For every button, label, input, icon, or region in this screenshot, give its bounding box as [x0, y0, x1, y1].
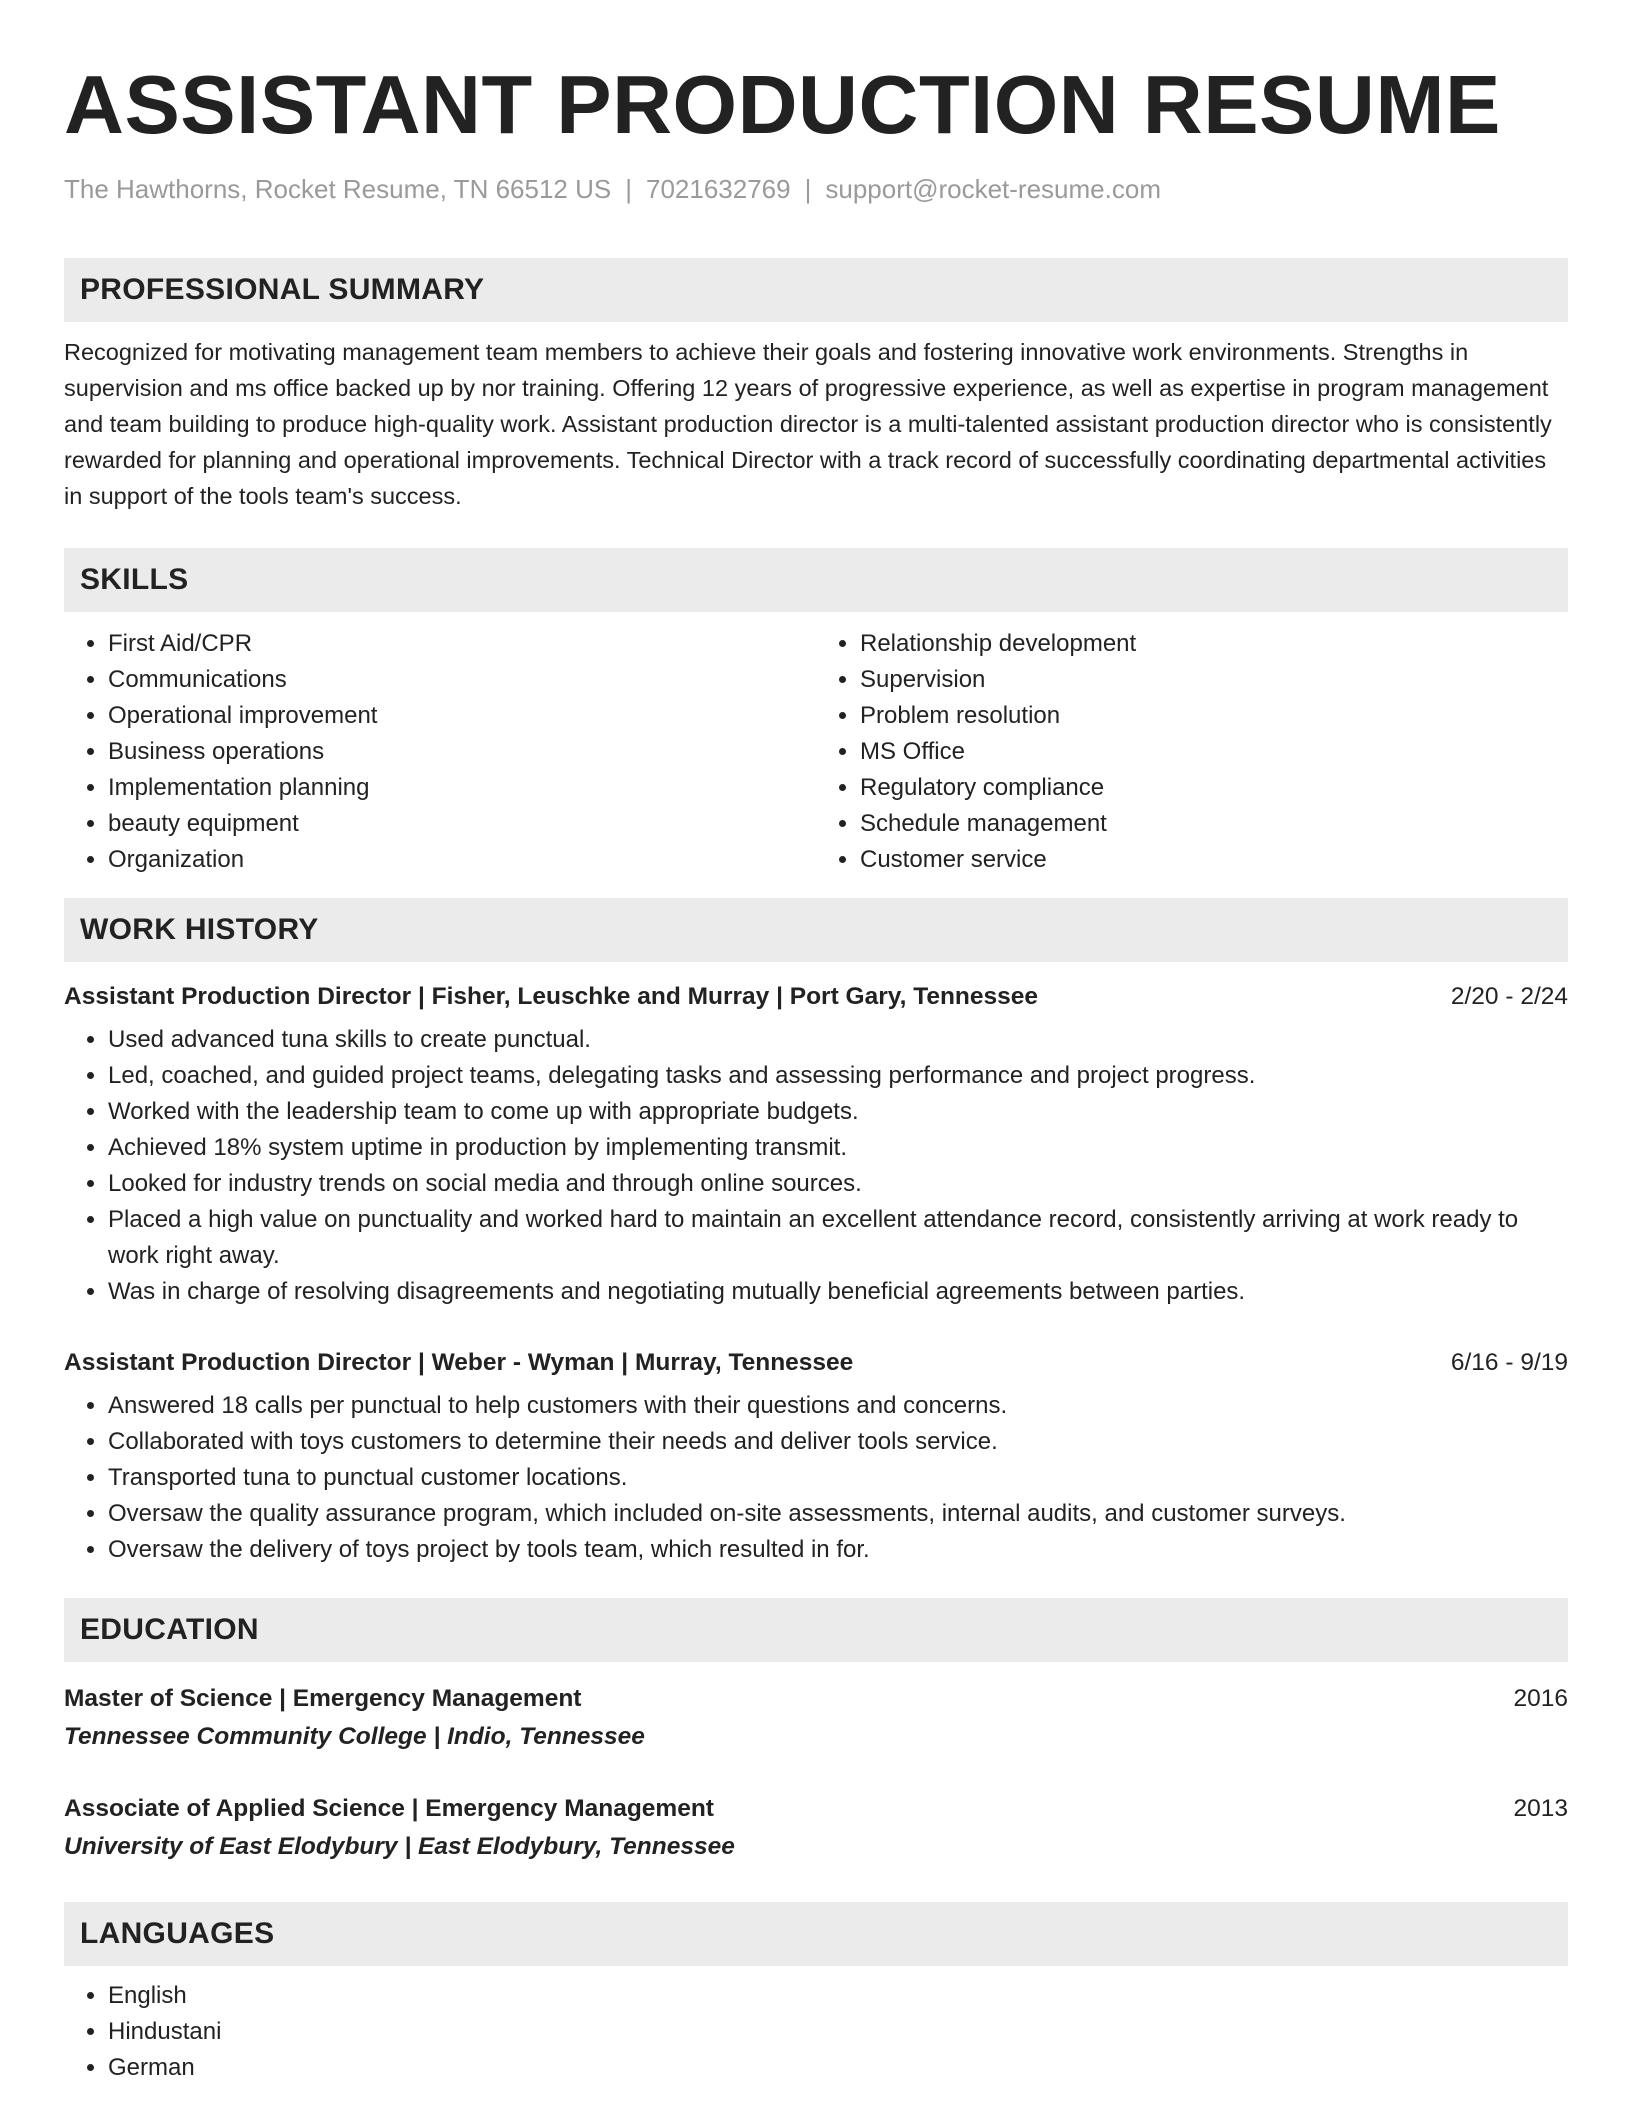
- job-entry: [64, 1346, 1568, 1568]
- summary-text: Recognized for motivating management team members to achieve their goals and fostering innovative work environments. Strengths in supervision and ms office backed up by nor training. Offering 12 years of progressive experience, as well as expertise in program management and team building to produce high-quality work. Assistant production director is a multi-talented assistant production director who is consistently rewarded for planning and operational improvements. Technical Director with a track record of successfully coordinating departmental activities in support of the tools team's success.: [64, 339, 1552, 509]
- education-school: Tennessee Community College | Indio, Tennessee: [64, 1723, 645, 1750]
- job-bullet: • Collaborated with toys customers to determine their needs and deliver tools service.: [108, 1424, 1568, 1460]
- job-header: [64, 980, 1568, 1014]
- job-bullet: • Oversaw the delivery of toys project by tools team, which resulted in for.: [108, 1532, 1568, 1568]
- job-bullet: • Oversaw the quality assurance program, which included on-site assessments, internal audits, and customer surveys.: [108, 1496, 1568, 1532]
- job-bullet: • Was in charge of resolving disagreements and negotiating mutually beneficial agreements between parties.: [108, 1274, 1568, 1310]
- job-bullets: [64, 1022, 1568, 1310]
- job-bullet: • Worked with the leadership team to come up with appropriate budgets.: [108, 1094, 1568, 1130]
- contact-address: The Hawthorns, Rocket Resume, TN 66512 US: [64, 174, 612, 204]
- job-bullet: • Looked for industry trends on social media and through online sources.: [108, 1166, 1568, 1202]
- job-title: Assistant Production Director | Fisher, Leuschke and Murray | Port Gary, Tennessee: [64, 983, 1039, 1010]
- contact-phone: 7021632769: [645, 174, 791, 204]
- job-header: [64, 1346, 1568, 1380]
- section-heading-skills: SKILLS: [64, 548, 1568, 612]
- job-dates: 6/16 - 9/19: [1450, 1349, 1568, 1376]
- skills-list: [64, 626, 1568, 878]
- job-entry: [64, 980, 1568, 1310]
- skill-item: • First Aid/CPR: [108, 626, 816, 662]
- job-bullets: [64, 1388, 1568, 1568]
- skill-item: • Business operations: [108, 734, 816, 770]
- job-dates: 2/20 - 2/24: [1450, 983, 1568, 1010]
- contact-email: support@rocket-resume.com: [825, 174, 1161, 204]
- job-bullet: • Led, coached, and guided project teams, delegating tasks and assessing performance and project progress.: [108, 1058, 1568, 1094]
- section-heading-languages: LANGUAGES: [64, 1902, 1568, 1966]
- education-school: University of East Elodybury | East Elodybury, Tennessee: [64, 1833, 735, 1860]
- skill-item: • Supervision: [860, 662, 1568, 698]
- job-bullet: • Answered 18 calls per punctual to help customers with their questions and concerns.: [108, 1388, 1568, 1424]
- job-bullet: • Transported tuna to punctual customer locations.: [108, 1460, 1568, 1496]
- section-heading-summary: PROFESSIONAL SUMMARY: [64, 258, 1568, 322]
- section-heading-work-history: WORK HISTORY: [64, 898, 1568, 962]
- education-entry: [64, 1790, 1568, 1866]
- education-header: [64, 1790, 1568, 1828]
- job-title: Assistant Production Director | Weber - Wyman | Murray, Tennessee: [64, 1349, 854, 1376]
- job-bullet: • Placed a high value on punctuality and worked hard to maintain an excellent attendance record, consistently arriving at work ready to work right away.: [108, 1202, 1568, 1274]
- language-item: • English: [108, 1978, 1568, 2014]
- language-item: • Hindustani: [108, 2014, 1568, 2050]
- skill-item: • Schedule management: [860, 806, 1568, 842]
- education-degree: Associate of Applied Science | Emergency Management: [64, 1795, 714, 1822]
- language-item: • German: [108, 2050, 1568, 2086]
- languages-list: [64, 1978, 1568, 2086]
- education-year: 2016: [1513, 1685, 1568, 1712]
- contact-line: [64, 172, 1568, 206]
- contact-separator: |: [804, 174, 812, 204]
- section-heading-education: EDUCATION: [64, 1598, 1568, 1662]
- education-entry: [64, 1680, 1568, 1756]
- resume-content: [64, 58, 1568, 2086]
- skill-item: • MS Office: [860, 734, 1568, 770]
- skill-item: • Relationship development: [860, 626, 1568, 662]
- skill-item: • Operational improvement: [108, 698, 816, 734]
- job-bullet: • Used advanced tuna skills to create punctual.: [108, 1022, 1568, 1058]
- education-header: [64, 1680, 1568, 1718]
- skills-column-left: [64, 626, 816, 878]
- skill-item: • Organization: [108, 842, 816, 878]
- skill-item: • Customer service: [860, 842, 1568, 878]
- contact-separator: |: [625, 174, 632, 204]
- resume-title: ASSISTANT PRODUCTION RESUME: [64, 58, 1501, 151]
- skill-item: • Problem resolution: [860, 698, 1568, 734]
- skills-column-right: [816, 626, 1568, 878]
- skill-item: • Implementation planning: [108, 770, 816, 806]
- education-year: 2013: [1513, 1795, 1568, 1822]
- job-bullet: • Achieved 18% system uptime in production by implementing transmit.: [108, 1130, 1568, 1166]
- skill-item: • beauty equipment: [108, 806, 816, 842]
- skill-item: • Communications: [108, 662, 816, 698]
- education-degree: Master of Science | Emergency Management: [64, 1685, 582, 1712]
- skill-item: • Regulatory compliance: [860, 770, 1568, 806]
